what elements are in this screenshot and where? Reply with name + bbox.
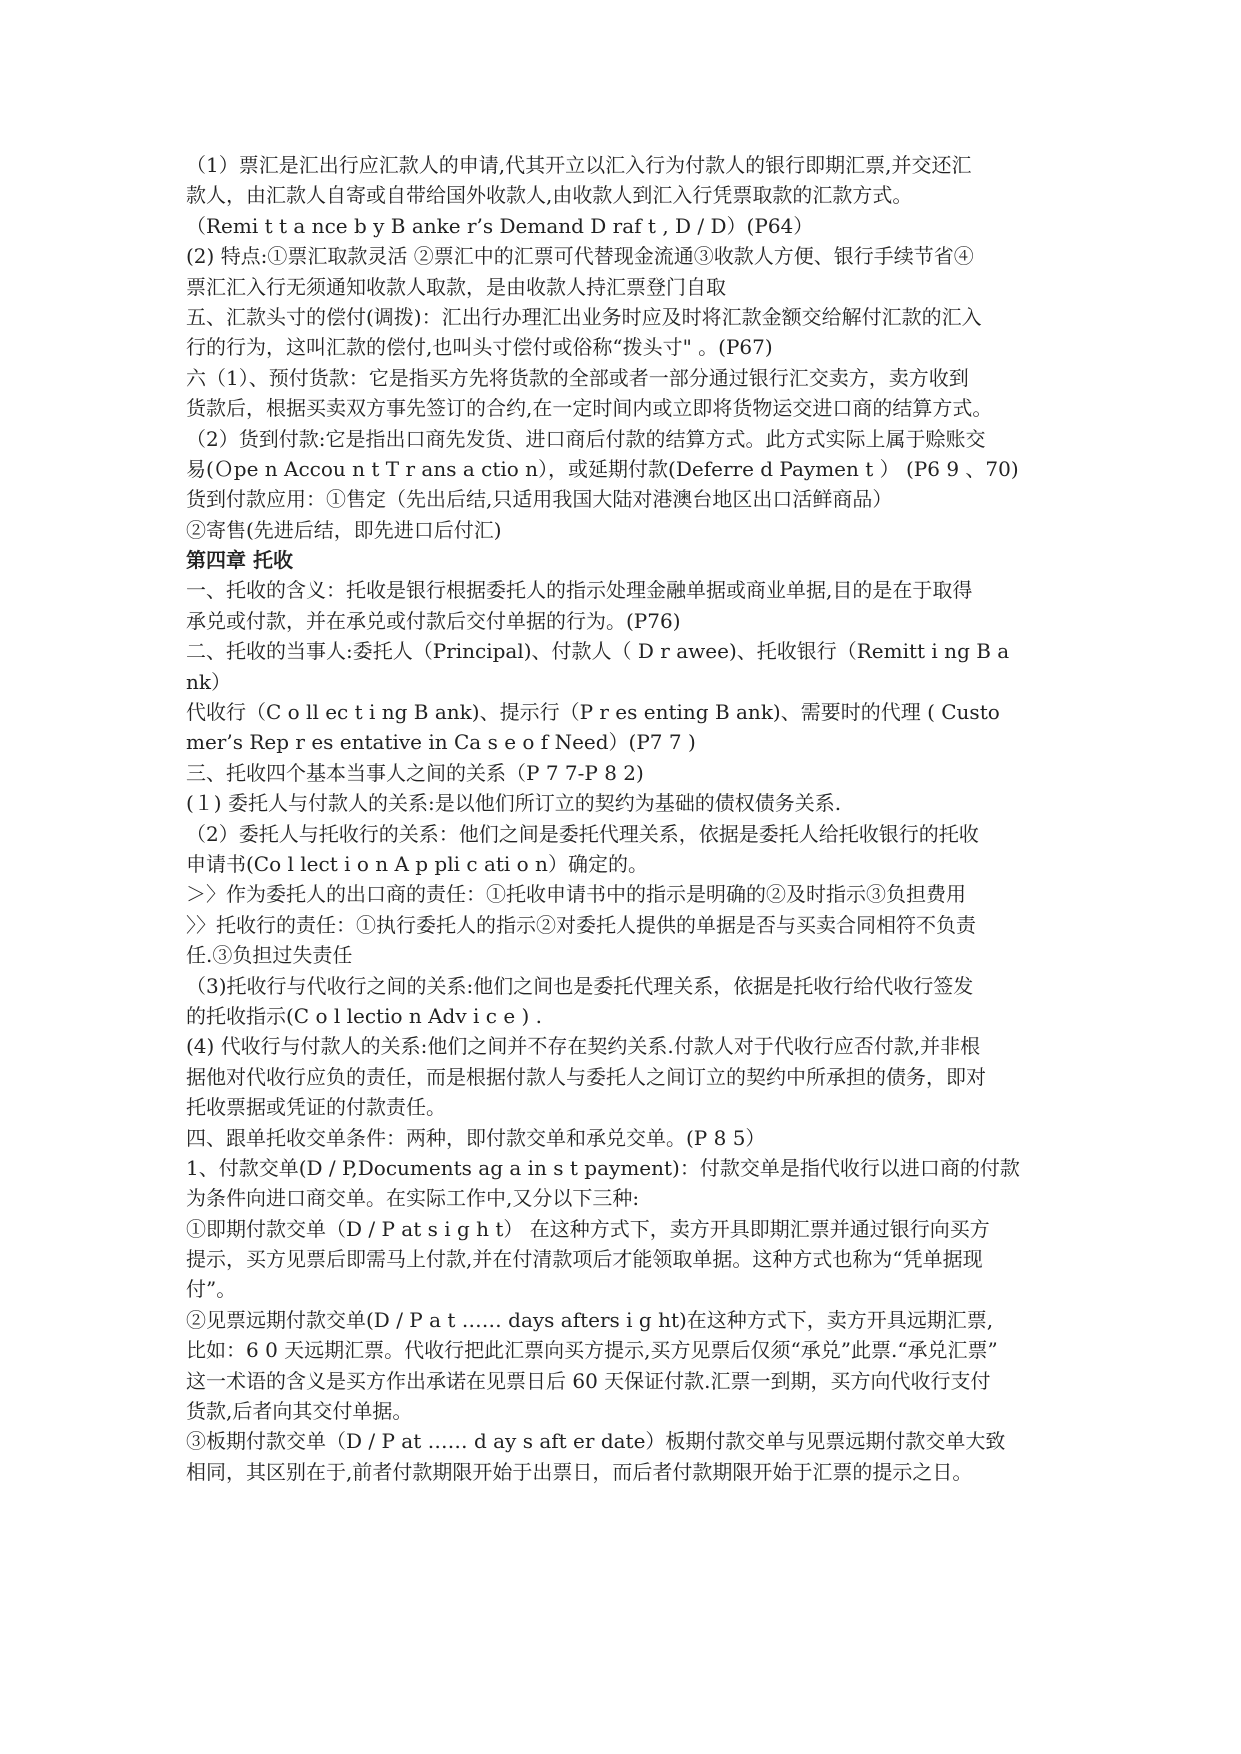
text-line: (2) 特点:①票汇取款灵活 ②票汇中的汇票可代替现金流通③收款人方便、银行手续节省④ [186,244,974,269]
text-line: ②见票远期付款交单(D / P a t …… days afters i g ht)在这种方式下，卖方开具远期汇票, [186,1307,994,1332]
text-line: 六（1）、预付货款：它是指买方先将货款的全部或者一部分通过银行汇交卖方，卖方收到 [186,365,969,390]
text-line: 申请书(Co l lect i o n A p pli c ati o n）确定的。 [186,851,648,876]
text-line: （3)托收行与代收行之间的关系:他们之间也是委托代理关系，依据是托收行给代收行签发 [186,973,974,998]
text-line: 付”。 [186,1277,237,1302]
text-line: （2）货到付款:它是指出口商先发货、进口商后付款的结算方式。此方式实际上属于赊账交 [186,426,986,451]
text-line: 二、托收的当事人:委托人（Principal)、付款人（ D r awee)、托收银行（Remitt i ng B a [186,639,1010,664]
text-line: mer’s Rep r es entative in Ca s e o f Need）(P7 7 ) [186,730,696,755]
text-line: 任.③负担过失责任 [186,943,353,968]
text-line: （1）票汇是汇出行应汇款人的申请,代其开立以汇入行为付款人的银行即期汇票,并交还汇 [186,153,972,177]
text-line: 这一术语的含义是买方作出承诺在见票日后 60 天保证付款.汇票一到期，买方向代收行支付 [186,1368,991,1393]
text-line: 货到付款应用：①售定（先出后结,只适用我国大陆对港澳台地区出口活鲜商品） [186,487,893,512]
text-line: 〉〉托收行的责任：①执行委托人的指示②对委托人提供的单据是否与买卖合同相符不负责 [186,912,976,937]
text-line: 五、汇款头寸的偿付(调拨)：汇出行办理汇出业务时应及时将汇款金额交给解付汇款的汇入 [186,304,982,329]
text-line: ②寄售(先进后结，即先进口后付汇) [186,517,502,542]
text-line: （Remi t t a nce b y B anke r’s Demand D raf t , D / D）(P64） [186,213,814,238]
text-line: 三、托收四个基本当事人之间的关系（P 7 7-P 8 2) [186,760,644,785]
text-line: (１) 委托人与付款人的关系:是以他们所订立的契约为基础的债权债务关系. [186,791,842,816]
text-line: （2）委托人与托收行的关系：他们之间是委托代理关系，依据是委托人给托收银行的托收 [186,821,979,846]
text-line: 行的行为，这叫汇款的偿付,也叫头寸偿付或俗称“拨头寸" 。(P67) [186,335,773,360]
text-line: 货款,后者向其交付单据。 [186,1399,413,1424]
text-line: ＞〉作为委托人的出口商的责任：①托收申请书中的指示是明确的②及时指示③负担费用 [186,882,966,907]
text-line: 四、跟单托收交单条件：两种，即付款交单和承兑交单。(P 8 5） [186,1125,766,1150]
chapter-heading: 第四章 托收 [186,548,293,573]
text-line: 提示，买方见票后即需马上付款,并在付清款项后才能领取单据。这种方式也称为“凭单据现 [186,1247,983,1272]
text-line: 托收票据或凭证的付款责任。 [186,1095,446,1120]
text-line: 一、托收的含义：托收是银行根据委托人的指示处理金融单据或商业单据,目的是在于取得 [186,578,973,603]
text-line: 据他对代收行应负的责任，而是根据付款人与委托人之间订立的契约中所承担的债务，即对 [186,1064,986,1089]
text-line: 为条件向进口商交单。在实际工作中,又分以下三种: [186,1186,640,1211]
document-body [186,150,1066,1487]
text-line: 代收行（C o ll ec t i ng B ank)、提示行（P r es enting B ank)、需要时的代理 ( Custo [186,700,1000,725]
text-line: ①即期付款交单（D / P at s i g h t） 在这种方式下，卖方开具即期汇票并通过银行向买方 [186,1216,990,1241]
text-line: 比如：6 0 天远期汇票。代收行把此汇票向买方提示,买方见票后仅须“承兑”此票.“承兑汇票” [186,1338,998,1363]
text-line: 相同，其区别在于,前者付款期限开始于出票日，而后者付款期限开始于汇票的提示之日。 [186,1459,973,1484]
text-line: 的托收指示(C o l lectio n Adv i c e ) . [186,1003,543,1028]
text-line: 货款后，根据买卖双方事先签订的合约,在一定时间内或立即将货物运交进口商的结算方式。 [186,396,993,421]
text-line: (4) 代收行与付款人的关系:他们之间并不存在契约关系.付款人对于代收行应否付款,并非根 [186,1034,981,1059]
text-line: nk） [186,669,231,694]
text-line: 易(Ｏpe n Accou n t T r ans a ctio n），或延期付款(Deferre d Paymen t ） (P6 9 、70) [186,456,1019,481]
text-line: 款人，由汇款人自寄或自带给国外收款人,由收款人到汇入行凭票取款的汇款方式。 [186,183,913,208]
text-line: 票汇汇入行无须通知收款人取款，是由收款人持汇票登门自取 [186,274,726,299]
text-line: 1、付款交单(D / P,Documents ag a in s t payment)：付款交单是指代收行以进口商的付款 [186,1155,1020,1180]
text-line: ③板期付款交单（D / P at …… d ay s aft er date）板期付款交单与见票远期付款交单大致 [186,1429,1006,1454]
text-line: 承兑或付款，并在承兑或付款后交付单据的行为。(P76) [186,608,681,633]
